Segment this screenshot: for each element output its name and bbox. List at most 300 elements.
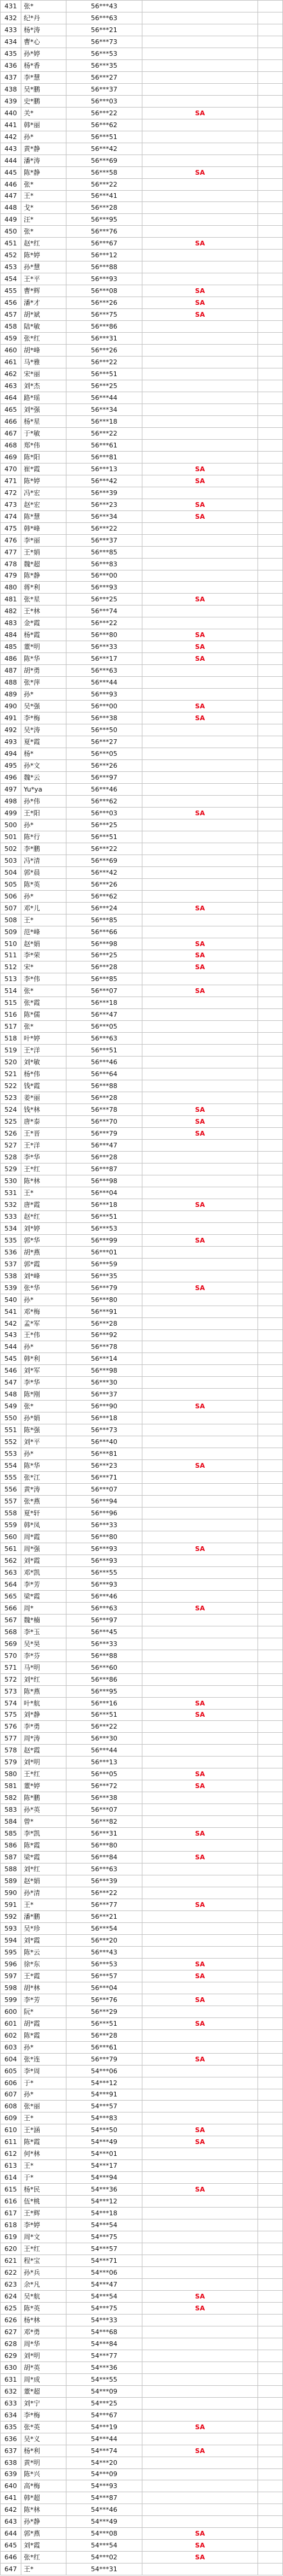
table-row xyxy=(0,36,283,48)
code-cell: 56***23 xyxy=(66,499,142,510)
empty-cell xyxy=(258,1306,283,1317)
empty-cell xyxy=(258,1187,283,1199)
table-row xyxy=(0,961,283,973)
mark-cell: SA xyxy=(142,712,258,724)
code-cell: 56***33 xyxy=(66,641,142,652)
row-number-cell: 627 xyxy=(0,2326,21,2338)
table-row xyxy=(0,1057,283,1068)
code-cell: 54***49 xyxy=(66,2516,142,2527)
code-cell: 56***44 xyxy=(66,1745,142,1756)
mark-cell xyxy=(142,1567,258,1578)
row-number-cell: 542 xyxy=(0,1318,21,1329)
code-cell: 54***47 xyxy=(66,2279,142,2290)
row-number-cell: 505 xyxy=(0,879,21,890)
code-cell: 56***53 xyxy=(66,1959,142,1970)
row-number-cell: 516 xyxy=(0,1009,21,1020)
code-cell: 56***18 xyxy=(66,997,142,1008)
mark-cell: SA xyxy=(142,1128,258,1139)
name-cell: 刘*明 xyxy=(21,2350,66,2361)
table-row xyxy=(0,511,283,523)
name-cell: 周*涛 xyxy=(21,1733,66,1744)
code-cell: 54***49 xyxy=(66,2136,142,2148)
table-row xyxy=(0,784,283,796)
mark-cell xyxy=(142,2374,258,2385)
row-number-cell: 445 xyxy=(0,167,21,178)
name-cell: 曹*心 xyxy=(21,36,66,48)
table-row xyxy=(0,689,283,701)
row-number-cell: 440 xyxy=(0,108,21,119)
mark-cell xyxy=(142,119,258,131)
name-cell: 梁*霞 xyxy=(21,1591,66,1602)
empty-cell xyxy=(258,48,283,59)
code-cell: 56***42 xyxy=(66,143,142,155)
mark-cell: SA xyxy=(142,808,258,819)
empty-cell xyxy=(258,796,283,807)
empty-cell xyxy=(258,961,283,973)
table-row xyxy=(0,2504,283,2516)
empty-cell xyxy=(258,1460,283,1471)
empty-cell xyxy=(258,559,283,570)
empty-cell xyxy=(258,1282,283,1294)
empty-cell xyxy=(258,1911,283,1922)
mark-cell xyxy=(142,214,258,225)
name-cell: 胡*英 xyxy=(21,2362,66,2373)
name-cell: 张* xyxy=(21,1021,66,1032)
code-cell: 56***71 xyxy=(66,1472,142,1483)
row-number-cell: 520 xyxy=(0,1057,21,1068)
row-number-cell: 489 xyxy=(0,689,21,700)
code-cell: 54***18 xyxy=(66,2208,142,2219)
mark-cell: SA xyxy=(142,238,258,249)
code-cell: 56***47 xyxy=(66,1009,142,1020)
empty-cell xyxy=(258,617,283,629)
table-row xyxy=(0,452,283,464)
table-row xyxy=(0,1472,283,1484)
row-number-cell: 483 xyxy=(0,617,21,629)
code-cell: 56***28 xyxy=(66,961,142,973)
empty-cell xyxy=(258,1899,283,1910)
name-cell: 王*红 xyxy=(21,1164,66,1175)
table-row xyxy=(0,985,283,997)
empty-cell xyxy=(258,1128,283,1139)
row-number-cell: 622 xyxy=(0,2267,21,2278)
code-cell: 56***93 xyxy=(66,1579,142,1590)
mark-cell xyxy=(142,926,258,938)
code-cell: 56***93 xyxy=(66,582,142,593)
empty-cell xyxy=(258,60,283,71)
mark-cell: SA xyxy=(142,1828,258,1839)
table-row xyxy=(0,2528,283,2540)
name-cell: 赵*娟 xyxy=(21,938,66,950)
row-number-cell: 539 xyxy=(0,1282,21,1294)
mark-cell xyxy=(142,1674,258,1685)
table-row xyxy=(0,2480,283,2492)
row-number-cell: 615 xyxy=(0,2184,21,2195)
mark-cell xyxy=(142,1662,258,1673)
empty-cell xyxy=(258,2469,283,2480)
code-cell: 56***28 xyxy=(66,202,142,213)
mark-cell xyxy=(142,1009,258,1020)
empty-cell xyxy=(258,36,283,48)
code-cell: 54***08 xyxy=(66,2528,142,2539)
mark-cell xyxy=(142,2101,258,2112)
name-cell: 陈*行 xyxy=(21,831,66,843)
table-row xyxy=(0,1519,283,1531)
table-row xyxy=(0,475,283,487)
row-number-cell: 585 xyxy=(0,1828,21,1839)
code-cell: 54***68 xyxy=(66,2326,142,2338)
table-row xyxy=(0,2184,283,2196)
row-number-cell: 608 xyxy=(0,2101,21,2112)
table-row xyxy=(0,2255,283,2267)
empty-cell xyxy=(258,689,283,700)
row-number-cell: 558 xyxy=(0,1508,21,1519)
row-number-cell: 570 xyxy=(0,1650,21,1661)
empty-cell xyxy=(258,214,283,225)
code-cell: 54***36 xyxy=(66,2362,142,2373)
row-number-cell: 488 xyxy=(0,677,21,688)
table-row xyxy=(0,1235,283,1247)
name-cell: 姜*丽 xyxy=(21,1092,66,1103)
table-row xyxy=(0,1804,283,1816)
code-cell: 56***63 xyxy=(66,12,142,24)
row-number-cell: 455 xyxy=(0,285,21,297)
row-number-cell: 513 xyxy=(0,973,21,985)
code-cell: 56***35 xyxy=(66,60,142,71)
empty-cell xyxy=(258,1341,283,1352)
name-cell: 孙* xyxy=(21,1294,66,1306)
row-number-cell: 590 xyxy=(0,1887,21,1899)
row-number-cell: 465 xyxy=(0,404,21,415)
row-number-cell: 436 xyxy=(0,60,21,71)
mark-cell xyxy=(142,760,258,771)
empty-cell xyxy=(258,1259,283,1270)
mark-cell: SA xyxy=(142,464,258,475)
empty-cell xyxy=(258,1935,283,1946)
mark-cell xyxy=(142,2208,258,2219)
empty-cell xyxy=(258,2564,283,2575)
row-number-cell: 518 xyxy=(0,1033,21,1044)
table-row xyxy=(0,1068,283,1080)
table-row xyxy=(0,617,283,629)
table-row xyxy=(0,155,283,167)
mark-cell xyxy=(142,12,258,24)
table-row xyxy=(0,1140,283,1152)
table-row xyxy=(0,1959,283,1970)
empty-cell xyxy=(258,1686,283,1697)
table-row xyxy=(0,2112,283,2124)
row-number-cell: 501 xyxy=(0,831,21,843)
name-cell: 孟*军 xyxy=(21,1318,66,1329)
empty-cell xyxy=(258,2374,283,2385)
table-row xyxy=(0,915,283,926)
row-number-cell: 535 xyxy=(0,1235,21,1246)
code-cell: 56***13 xyxy=(66,464,142,475)
code-cell: 56***96 xyxy=(66,1508,142,1519)
name-cell: 李*荣 xyxy=(21,950,66,961)
empty-cell xyxy=(258,475,283,487)
row-number-cell: 624 xyxy=(0,2291,21,2302)
name-cell: 孙* xyxy=(21,689,66,700)
table-row xyxy=(0,309,283,321)
code-cell: 56***18 xyxy=(66,416,142,427)
table-row xyxy=(0,867,283,879)
row-number-cell: 503 xyxy=(0,855,21,866)
row-number-cell: 448 xyxy=(0,202,21,213)
code-cell: 56***59 xyxy=(66,1259,142,1270)
name-cell: 吴*珍 xyxy=(21,1923,66,1934)
mark-cell xyxy=(142,96,258,107)
code-cell: 56***22 xyxy=(66,108,142,119)
mark-cell: SA xyxy=(142,499,258,510)
row-number-cell: 480 xyxy=(0,582,21,593)
mark-cell xyxy=(142,1247,258,1258)
code-cell: 56***62 xyxy=(66,891,142,902)
code-cell: 56***75 xyxy=(66,309,142,320)
row-number-cell: 509 xyxy=(0,926,21,938)
row-number-cell: 525 xyxy=(0,1116,21,1127)
code-cell: 54***12 xyxy=(66,2196,142,2207)
code-cell: 54***91 xyxy=(66,2089,142,2101)
code-cell: 56***22 xyxy=(66,1887,142,1899)
mark-cell xyxy=(142,1935,258,1946)
code-cell: 56***34 xyxy=(66,404,142,415)
empty-cell xyxy=(258,357,283,368)
empty-cell xyxy=(258,345,283,356)
name-cell: 韩*峰 xyxy=(21,523,66,534)
name-cell: 周*强 xyxy=(21,1543,66,1555)
empty-cell xyxy=(258,108,283,119)
name-cell: 孙*英 xyxy=(21,1804,66,1815)
table-row xyxy=(0,1864,283,1875)
row-number-cell: 575 xyxy=(0,1710,21,1721)
name-cell: 钱*林 xyxy=(21,1104,66,1115)
table-row xyxy=(0,2303,283,2315)
name-cell: 梁*霞 xyxy=(21,1852,66,1863)
empty-cell xyxy=(258,1164,283,1175)
mark-cell xyxy=(142,487,258,499)
row-number-cell: 630 xyxy=(0,2362,21,2373)
row-number-cell: 545 xyxy=(0,1353,21,1364)
table-row xyxy=(0,2350,283,2362)
mark-cell xyxy=(142,2030,258,2041)
row-number-cell: 534 xyxy=(0,1223,21,1234)
name-cell: 吴*昊 xyxy=(21,1638,66,1650)
table-row xyxy=(0,1768,283,1780)
row-number-cell: 499 xyxy=(0,808,21,819)
row-number-cell: 444 xyxy=(0,155,21,166)
code-cell: 56***29 xyxy=(66,2006,142,2017)
name-cell: 黄*明 xyxy=(21,2457,66,2468)
row-number-cell: 493 xyxy=(0,736,21,748)
name-cell: 杨*林 xyxy=(21,2315,66,2326)
empty-cell xyxy=(258,1045,283,1056)
table-row xyxy=(0,1543,283,1555)
table-row xyxy=(0,1306,283,1318)
row-number-cell: 487 xyxy=(0,665,21,676)
name-cell: 郭*华 xyxy=(21,1235,66,1246)
name-cell: 潘*鹏 xyxy=(21,1911,66,1922)
empty-cell xyxy=(258,594,283,605)
table-row xyxy=(0,226,283,238)
row-number-cell: 456 xyxy=(0,297,21,308)
table-row xyxy=(0,1270,283,1282)
empty-cell xyxy=(258,1235,283,1246)
code-cell: 56***22 xyxy=(66,617,142,629)
mark-cell xyxy=(142,1947,258,1958)
mark-cell: SA xyxy=(142,167,258,178)
row-number-cell: 583 xyxy=(0,1804,21,1815)
name-cell: 李*婷 xyxy=(21,2219,66,2231)
name-cell: 刘*婷 xyxy=(21,1223,66,1234)
table-row xyxy=(0,1021,283,1033)
mark-cell xyxy=(142,1875,258,1887)
mark-cell xyxy=(142,1389,258,1400)
name-cell: 黄*静 xyxy=(21,143,66,155)
empty-cell xyxy=(258,1828,283,1839)
empty-cell xyxy=(258,879,283,890)
table-row xyxy=(0,1686,283,1698)
name-cell: 唐*泰 xyxy=(21,1116,66,1127)
name-cell: 陈*燕 xyxy=(21,1686,66,1697)
row-number-cell: 561 xyxy=(0,1543,21,1555)
empty-cell xyxy=(258,1662,283,1673)
table-row xyxy=(0,321,283,333)
empty-cell xyxy=(258,808,283,819)
table-row xyxy=(0,1555,283,1567)
row-number-cell: 469 xyxy=(0,452,21,463)
name-cell: 孙*娟 xyxy=(21,1412,66,1424)
name-cell: 夏*轩 xyxy=(21,1508,66,1519)
name-cell: 李*梅 xyxy=(21,2410,66,2421)
name-cell: 周* xyxy=(21,1603,66,1614)
table-row xyxy=(0,1745,283,1757)
empty-cell xyxy=(258,1840,283,1851)
name-cell: 李*芳 xyxy=(21,1579,66,1590)
name-cell: 胡*峰 xyxy=(21,345,66,356)
mark-cell: SA xyxy=(142,950,258,961)
empty-cell xyxy=(258,1970,283,1982)
empty-cell xyxy=(258,2421,283,2433)
name-cell: 张*江 xyxy=(21,1472,66,1483)
row-number-cell: 549 xyxy=(0,1401,21,1412)
table-row xyxy=(0,2054,283,2066)
empty-cell xyxy=(258,2136,283,2148)
code-cell: 54***36 xyxy=(66,2184,142,2195)
empty-cell xyxy=(258,368,283,380)
code-cell: 56***39 xyxy=(66,487,142,499)
empty-cell xyxy=(258,297,283,308)
row-number-cell: 492 xyxy=(0,724,21,736)
empty-cell xyxy=(258,511,283,522)
name-cell: 张*萍 xyxy=(21,677,66,688)
code-cell: 56***07 xyxy=(66,1804,142,1815)
mark-cell xyxy=(142,796,258,807)
code-cell: 56***28 xyxy=(66,1318,142,1329)
mark-cell xyxy=(142,547,258,558)
table-row xyxy=(0,357,283,368)
row-number-cell: 479 xyxy=(0,570,21,582)
code-cell: 56***25 xyxy=(66,594,142,605)
empty-cell xyxy=(258,665,283,676)
mark-cell xyxy=(142,2279,258,2290)
mark-cell xyxy=(142,748,258,759)
empty-cell xyxy=(258,855,283,866)
mark-cell xyxy=(142,2492,258,2504)
row-number-cell: 609 xyxy=(0,2112,21,2124)
name-cell: 刘*峰 xyxy=(21,1270,66,1282)
empty-cell xyxy=(258,2030,283,2041)
mark-cell: SA xyxy=(142,1852,258,1863)
row-number-cell: 452 xyxy=(0,250,21,261)
code-cell: 56***91 xyxy=(66,1306,142,1317)
empty-cell xyxy=(258,392,283,403)
row-number-cell: 435 xyxy=(0,48,21,59)
code-cell: 54***01 xyxy=(66,2148,142,2159)
table-row xyxy=(0,701,283,712)
mark-cell: SA xyxy=(142,511,258,522)
code-cell: 54***25 xyxy=(66,2398,142,2409)
mark-cell xyxy=(142,1164,258,1175)
row-number-cell: 567 xyxy=(0,1615,21,1626)
row-number-cell: 536 xyxy=(0,1247,21,1258)
mark-cell xyxy=(142,819,258,831)
mark-cell xyxy=(142,1472,258,1483)
table-row xyxy=(0,1496,283,1508)
table-row xyxy=(0,119,283,131)
mark-cell xyxy=(142,559,258,570)
code-cell: 56***44 xyxy=(66,677,142,688)
row-number-cell: 485 xyxy=(0,641,21,652)
code-cell: 56***07 xyxy=(66,1484,142,1495)
row-number-cell: 569 xyxy=(0,1638,21,1650)
row-number-cell: 432 xyxy=(0,12,21,24)
empty-cell xyxy=(258,2172,283,2183)
empty-cell xyxy=(258,1531,283,1543)
table-row xyxy=(0,1531,283,1543)
mark-cell xyxy=(142,440,258,451)
table-row xyxy=(0,641,283,653)
code-cell: 54***54 xyxy=(66,2291,142,2302)
name-cell: 戈* xyxy=(21,202,66,213)
name-cell: 陈*兴 xyxy=(21,2469,66,2480)
table-row xyxy=(0,712,283,724)
name-cell: 陈*英 xyxy=(21,2303,66,2314)
empty-cell xyxy=(258,226,283,237)
name-cell: 何*林 xyxy=(21,2148,66,2159)
table-row xyxy=(0,1650,283,1662)
name-cell: 董*婷 xyxy=(21,1780,66,1792)
mark-cell xyxy=(142,368,258,380)
row-number-cell: 600 xyxy=(0,2006,21,2017)
code-cell: 56***51 xyxy=(66,131,142,143)
mark-cell: SA xyxy=(142,1603,258,1614)
empty-cell xyxy=(258,1603,283,1614)
mark-cell xyxy=(142,2148,258,2159)
table-row xyxy=(0,1282,283,1294)
table-row xyxy=(0,2101,283,2112)
row-number-cell: 502 xyxy=(0,843,21,855)
mark-cell xyxy=(142,416,258,427)
mark-cell xyxy=(142,879,258,890)
table-row xyxy=(0,606,283,617)
empty-cell xyxy=(258,321,283,332)
code-cell: 54***54 xyxy=(66,2219,142,2231)
name-cell: 王* xyxy=(21,1899,66,1910)
table-row xyxy=(0,1579,283,1591)
empty-cell xyxy=(258,2208,283,2219)
name-cell: 王* xyxy=(21,1187,66,1199)
